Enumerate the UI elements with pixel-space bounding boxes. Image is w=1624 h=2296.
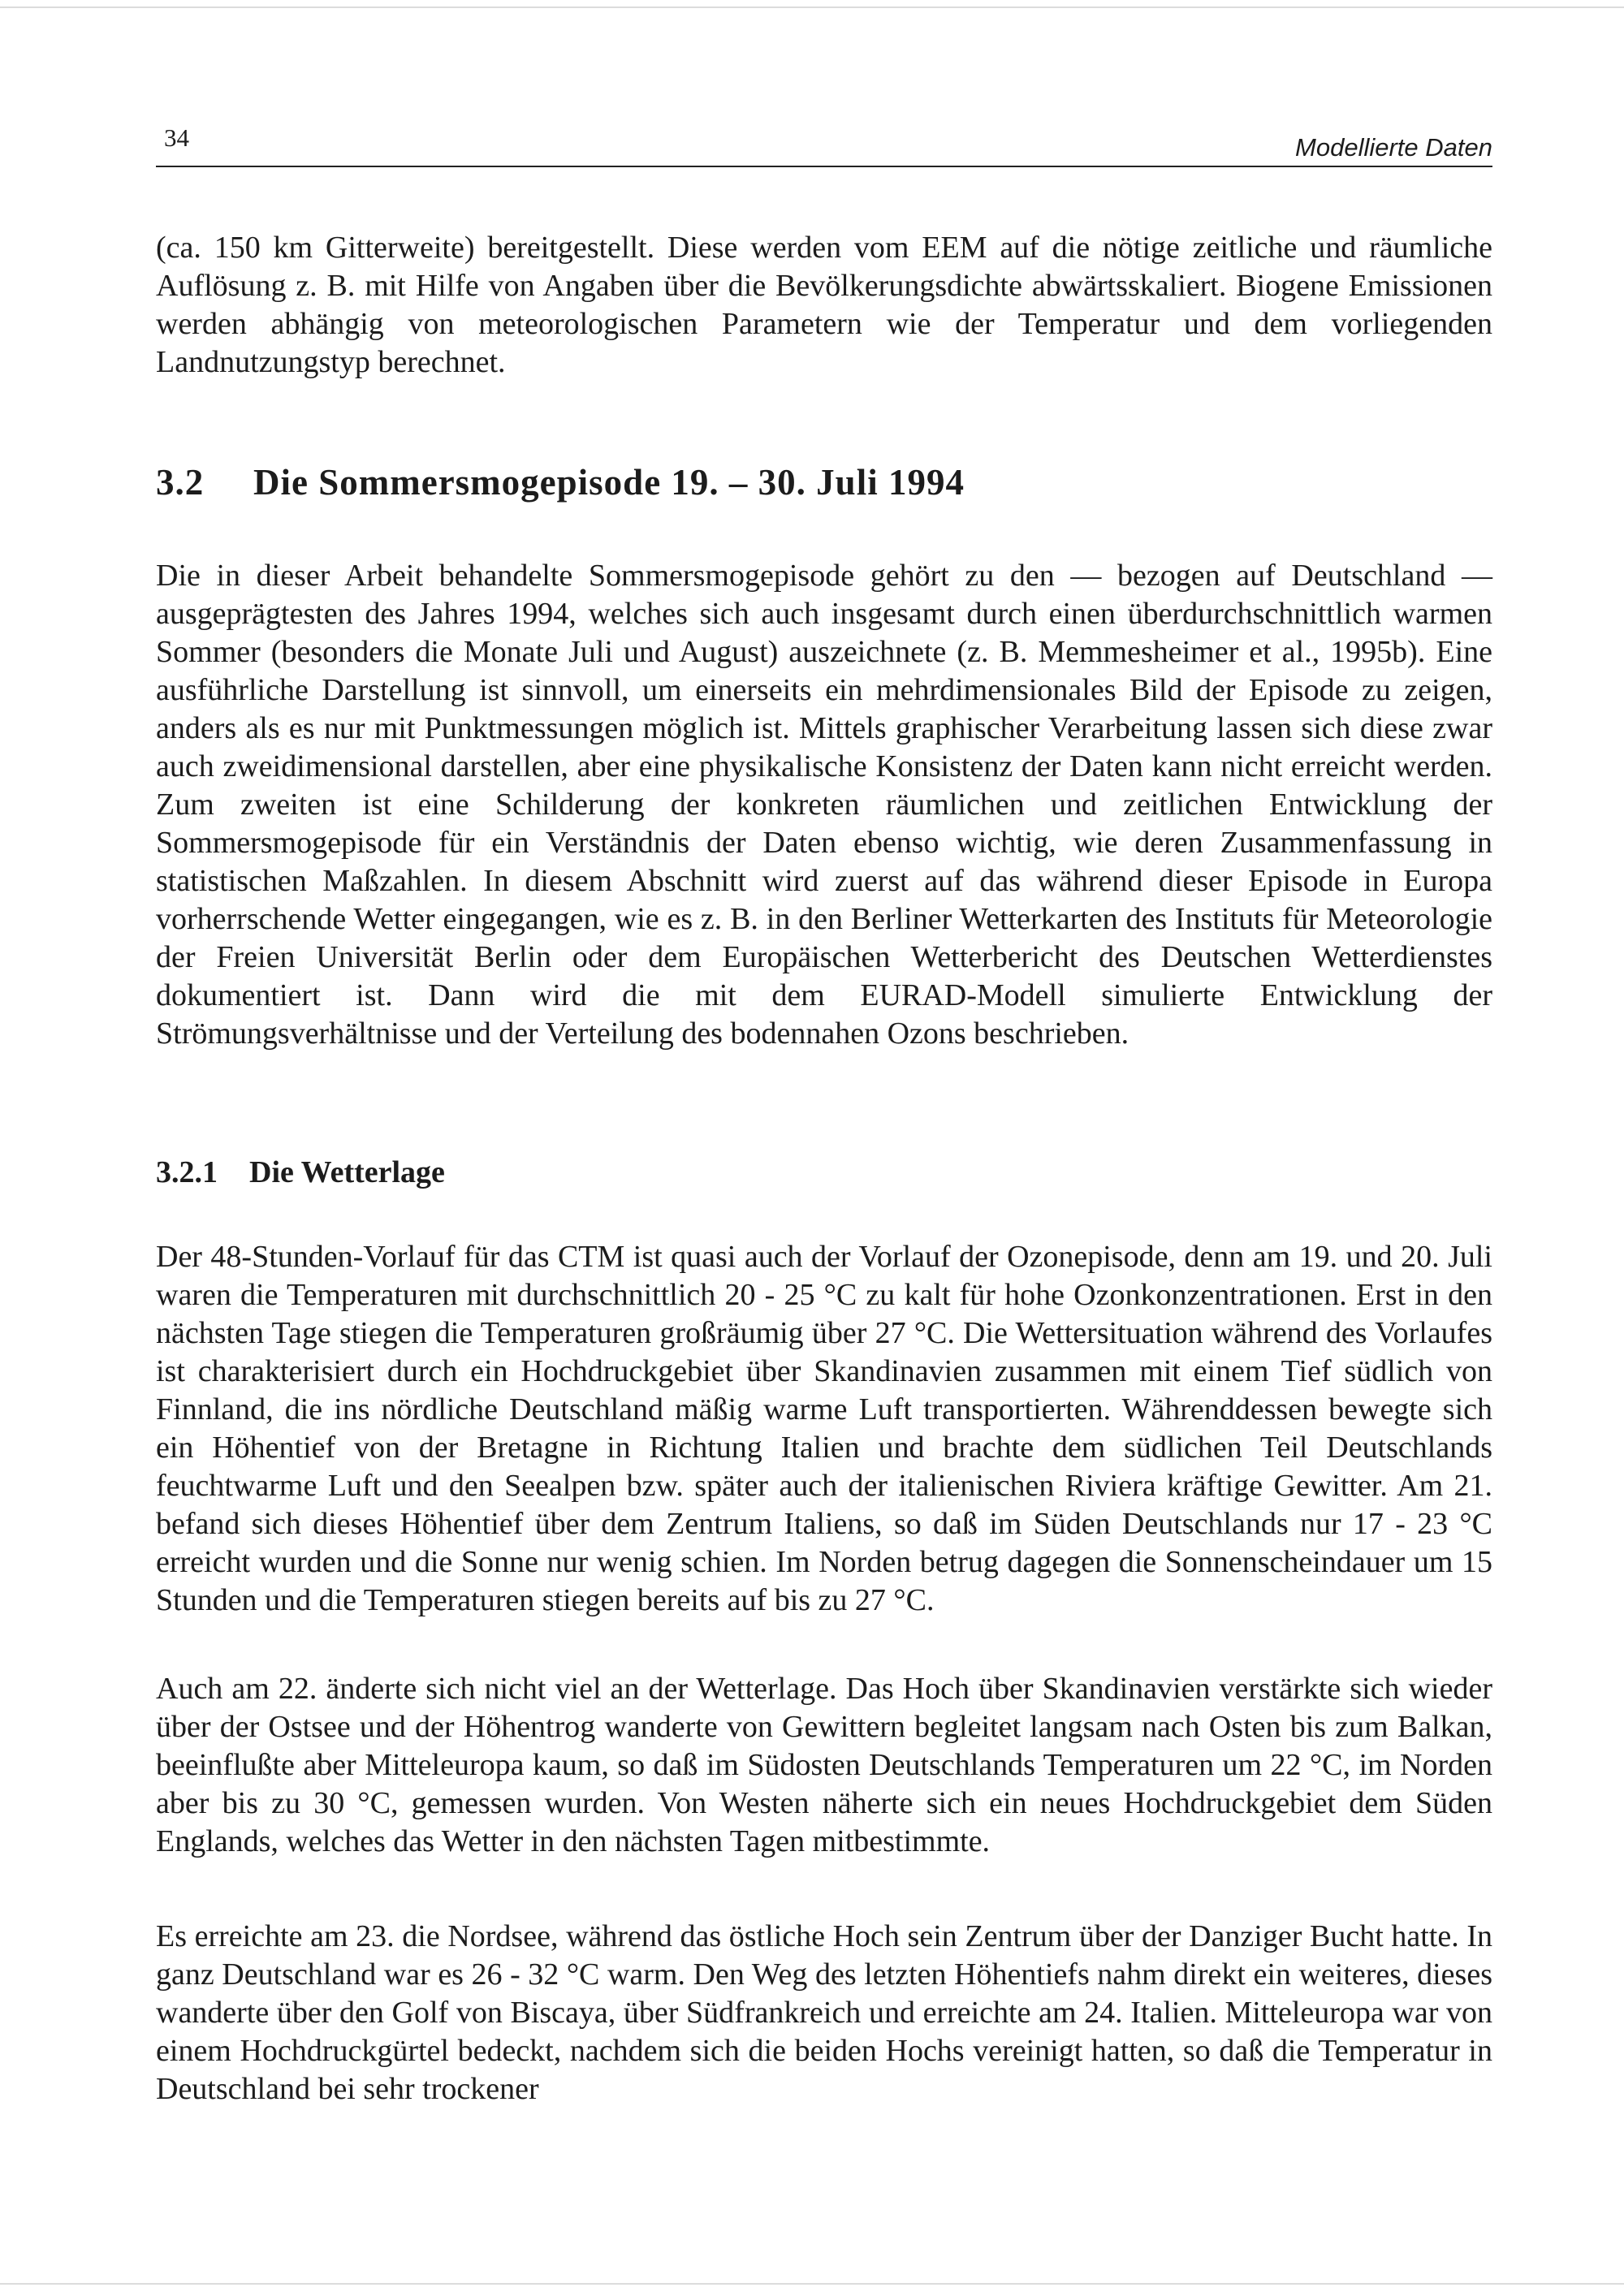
section-heading [156,461,1492,503]
subsection-title: Die Wetterlage [249,1155,445,1189]
intro-block [156,229,1492,382]
section-paragraph: Die in dieser Arbeit behandelte Sommersmogepisode gehört zu den — bezogen auf Deutschland — ausgeprägtesten des Jahres 1994, welches sich auch insgesamt durch einen überdurchschnittlich warmen Sommer (besonders die Monate Juli und August) auszeichnete (z. B. Memmesheimer et al., 1995b). Eine ausführliche Darstellung ist sinnvoll, um einerseits ein mehrdimensionales Bild der Episode zu zeigen, anders als es nur mit Punktmessungen möglich ist. Mittels graphischer Verarbeitung lassen sich diese zwar auch zweidimensional darstellen, aber eine physikalische Konsistenz der Daten kann nicht erreicht werden. Zum zweiten ist eine Schilderung der konkreten räumlichen und zeitlichen Entwicklung der Sommersmogepisode für ein Verständnis der Daten ebenso wichtig, wie deren Zusammenfassung in statistischen Maßzahlen. In diesem Abschnitt wird zuerst auf das während dieser Episode in Europa vorherrschende Wetter eingegangen, wie es z. B. in den Berliner Wetterkarten des Instituts für Meteorologie der Freien Universität Berlin oder dem Europäischen Wetterbericht des Deutschen Wetterdienstes dokumentiert ist. Dann wird die mit dem EURAD-Modell simulierte Entwicklung der Strömungsverhältnisse und der Verteilung des bodennahen Ozons beschrieben. [156,559,1492,1051]
section-body [156,557,1492,1053]
subsection-body-1 [156,1238,1492,1620]
document-page [156,0,1492,2296]
section-number: 3.2 [156,462,205,503]
subsection-paragraph-1: Der 48-Stunden-Vorlauf für das CTM ist quasi auch der Vorlauf der Ozonepisode, denn am 19. und 20. Juli waren die Temperaturen mit durchschnittlich 20 - 25 °C zu kalt für hohe Ozonkonzentrationen. Erst in den nächsten Tage stiegen die Temperaturen großräumig über 27 °C. Die Wettersituation während des Vorlaufes ist charakterisiert durch ein Hochdruckgebiet über Skandinavien zusammen mit einem Tief südlich von Finnland, die ins nördliche Deutschland mäßig warme Luft transportierten. Währenddessen bewegte sich ein Höhentief von der Bretagne in Richtung Italien und brachte dem südlichen Teil Deutschlands feuchtwarme Luft und den Seealpen bzw. später auch der italienischen Riviera kräftige Gewitter. Am 21. befand sich dieses Höhentief über dem Zentrum Italiens, so daß im Süden Deutschlands nur 17 - 23 °C erreicht wurden und die Sonne nur wenig schien. Im Norden betrug dagegen die Sonnenscheindauer um 15 Stunden und die Temperaturen stiegen bereits auf bis zu 27 °C. [156,1240,1492,1617]
subsection-paragraph-3: Es erreichte am 23. die Nordsee, während das östliche Hoch sein Zentrum über der Danziger Bucht hatte. In ganz Deutschland war es 26 - 32 °C warm. Den Weg des letzten Höhentiefs nahm direkt ein weiteres, dieses wanderte über den Golf von Biscaya, über Südfrankreich und erreichte am 24. Italien. Mitteleuropa war von einem Hochdruckgürtel bedeckt, nachdem sich die beiden Hochs vereinigt hatten, so daß die Temperatur in Deutschland bei sehr trockener [156,1919,1492,2106]
intro-paragraph: (ca. 150 km Gitterweite) bereitgestellt. Diese werden vom EEM auf die nötige zeitliche und räumliche Auflösung z. B. mit Hilfe von Angaben über die Bevölkerungsdichte abwärtsskaliert. Biogene Emissionen werden abhängig von meteorologischen Parametern wie der Temperatur und dem vorliegenden Landnutzungstyp berechnet. [156,231,1492,379]
subsection-number: 3.2.1 [156,1155,218,1189]
page-number: 34 [164,123,189,152]
subsection-heading [156,1154,1492,1190]
subsection-paragraph-2: Auch am 22. änderte sich nicht viel an der Wetterlage. Das Hoch über Skandinavien verstärkte sich wieder über der Ostsee und der Höhentrog wanderte von Gewittern begleitet langsam nach Osten bis zum Balkan, beeinflußte aber Mitteleuropa kaum, so daß im Südosten Deutschlands Temperaturen um 22 °C, im Norden aber bis zu 30 °C, gemessen wurden. Von Westen näherte sich ein neues Hochdruckgebiet dem Süden Englands, welches das Wetter in den nächsten Tagen mitbestimmte. [156,1672,1492,1858]
page-header [156,123,1492,167]
subsection-body-3 [156,1918,1492,2108]
subsection-body-2 [156,1670,1492,1861]
section-title: Die Sommersmogepisode 19. – 30. Juli 1994 [253,462,965,503]
running-title: Modellierte Daten [1295,133,1492,162]
